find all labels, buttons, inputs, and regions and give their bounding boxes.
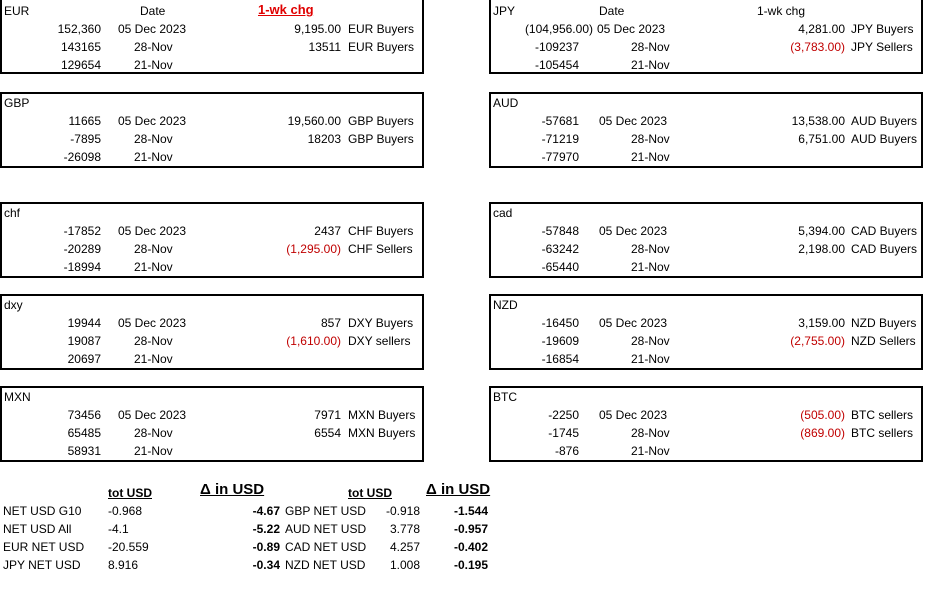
value-cell: (104,956.00)	[524, 22, 593, 36]
value-cell: 65485	[67, 426, 101, 440]
side-label: NZD Sellers	[851, 334, 916, 348]
dxy-panel	[0, 294, 424, 370]
eur-panel	[0, 0, 424, 74]
value-cell: -18994	[63, 260, 101, 274]
date-cell: 28-Nov	[134, 132, 173, 146]
date-cell: 28-Nov	[631, 40, 670, 54]
value-cell: -109237	[534, 40, 579, 54]
chg-cell: 2,198.00	[798, 242, 845, 256]
side-label: CAD Buyers	[851, 242, 918, 256]
side-label: AUD Buyers	[851, 132, 918, 146]
date-cell: 05 Dec 2023	[118, 316, 187, 330]
date-cell: 28-Nov	[631, 242, 670, 256]
panel-title: NZD	[493, 298, 518, 312]
chg-cell: (869.00)	[800, 426, 845, 440]
chg-cell: (1,295.00)	[286, 242, 341, 256]
date-cell: 21-Nov	[134, 58, 173, 72]
side-label: NZD Buyers	[851, 316, 917, 330]
value-cell: -77970	[541, 150, 579, 164]
date-cell: 21-Nov	[631, 150, 670, 164]
panel-title: EUR	[4, 4, 30, 18]
date-cell: 28-Nov	[134, 242, 173, 256]
delta-usd-header: Δ in USD	[200, 481, 265, 498]
summary-delta-2: -0.402	[453, 540, 488, 554]
chg-cell: 4,281.00	[798, 22, 845, 36]
value-cell: -19609	[541, 334, 579, 348]
chf-panel	[0, 202, 424, 278]
chg-cell: 3,159.00	[798, 316, 845, 330]
chg-cell: 7971	[314, 408, 341, 422]
summary-label-2: CAD NET USD	[285, 540, 367, 554]
side-label: CHF Sellers	[348, 242, 413, 256]
side-label: DXY Buyers	[348, 316, 414, 330]
chg-cell: (2,755.00)	[790, 334, 845, 348]
summary-label-2: NZD NET USD	[285, 558, 366, 572]
summary-label-2: GBP NET USD	[285, 504, 366, 518]
summary-delta: -0.34	[252, 558, 280, 572]
value-cell: 152,360	[57, 22, 101, 36]
date-cell: 28-Nov	[631, 132, 670, 146]
panel-title: chf	[4, 206, 21, 220]
value-cell: -20289	[63, 242, 101, 256]
summary-delta: -5.22	[252, 522, 280, 536]
summary-label: NET USD G10	[3, 504, 82, 518]
tot-usd-header-2: tot USD	[348, 486, 392, 500]
summary-tot: 8.916	[108, 558, 139, 572]
side-label: MXN Buyers	[348, 408, 416, 422]
panel-title: dxy	[4, 298, 23, 312]
value-cell: 19087	[67, 334, 101, 348]
value-cell: -57848	[541, 224, 579, 238]
date-cell: 05 Dec 2023	[597, 22, 666, 36]
date-cell: 28-Nov	[134, 40, 173, 54]
date-cell: 28-Nov	[134, 426, 173, 440]
chg-cell: 9,195.00	[294, 22, 341, 36]
summary-table	[0, 480, 932, 593]
delta-usd-header-2: Δ in USD	[426, 481, 491, 498]
value-cell: -17852	[63, 224, 101, 238]
date-cell: 28-Nov	[631, 334, 670, 348]
value-cell: -7895	[70, 132, 101, 146]
summary-delta-2: -0.195	[453, 558, 488, 572]
summary-tot: -20.559	[108, 540, 149, 554]
mxn-panel	[0, 386, 424, 462]
tot-usd-header: tot USD	[108, 486, 152, 500]
value-cell: -16450	[541, 316, 579, 330]
side-label: CHF Buyers	[348, 224, 414, 238]
value-cell: -63242	[541, 242, 579, 256]
panel-title: AUD	[493, 96, 519, 110]
date-cell: 21-Nov	[631, 444, 670, 458]
panel-title: BTC	[493, 390, 517, 404]
summary-tot: -0.968	[108, 504, 143, 518]
summary-label: EUR NET USD	[3, 540, 85, 554]
aud-panel	[489, 92, 923, 168]
date-cell: 21-Nov	[631, 260, 670, 274]
side-label: AUD Buyers	[851, 114, 918, 128]
value-cell: -16854	[541, 352, 579, 366]
jpy-panel	[489, 0, 923, 74]
date-cell: 05 Dec 2023	[118, 408, 187, 422]
side-label: BTC sellers	[851, 426, 914, 440]
side-label: EUR Buyers	[348, 22, 415, 36]
date-cell: 05 Dec 2023	[118, 224, 187, 238]
summary-delta-2: -0.957	[453, 522, 488, 536]
date-cell: 05 Dec 2023	[599, 114, 668, 128]
chg-header: 1-wk chg	[757, 4, 806, 18]
value-cell: 19944	[67, 316, 101, 330]
date-cell: 28-Nov	[134, 334, 173, 348]
panel-title: cad	[493, 206, 513, 220]
chg-cell: (505.00)	[800, 408, 845, 422]
date-cell: 05 Dec 2023	[118, 114, 187, 128]
chg-cell: 2437	[314, 224, 341, 238]
chg-cell: 5,394.00	[798, 224, 845, 238]
summary-tot-2: 1.008	[389, 558, 420, 572]
gbp-panel	[0, 92, 424, 168]
summary-delta-2: -1.544	[453, 504, 488, 518]
value-cell: -2250	[548, 408, 579, 422]
date-cell: 21-Nov	[631, 352, 670, 366]
date-cell: 05 Dec 2023	[599, 408, 668, 422]
value-cell: -65440	[541, 260, 579, 274]
summary-label-2: AUD NET USD	[285, 522, 367, 536]
date-cell: 05 Dec 2023	[599, 316, 668, 330]
summary-delta: -4.67	[252, 504, 280, 518]
panel-title: MXN	[4, 390, 31, 404]
chg-cell: 13,538.00	[791, 114, 845, 128]
value-cell: -71219	[541, 132, 579, 146]
chg-cell: 13511	[308, 40, 341, 54]
value-cell: -1745	[548, 426, 579, 440]
chg-cell: (1,610.00)	[286, 334, 341, 348]
date-cell: 05 Dec 2023	[118, 22, 187, 36]
chg-cell: 18203	[307, 132, 341, 146]
summary-tot: -4.1	[108, 522, 129, 536]
summary-delta: -0.89	[252, 540, 280, 554]
chg-header: 1-wk chg	[258, 2, 314, 17]
chg-cell: 6554	[314, 426, 341, 440]
side-label: JPY Buyers	[851, 22, 914, 36]
side-label: EUR Buyers	[348, 40, 415, 54]
chg-cell: 6,751.00	[798, 132, 845, 146]
value-cell: -105454	[534, 58, 579, 72]
value-cell: 73456	[67, 408, 101, 422]
value-cell: -876	[554, 444, 579, 458]
side-label: MXN Buyers	[348, 426, 416, 440]
value-cell: 11665	[68, 114, 101, 128]
date-header: Date	[140, 4, 166, 18]
date-cell: 21-Nov	[631, 58, 670, 72]
date-cell: 21-Nov	[134, 150, 173, 164]
date-cell: 21-Nov	[134, 444, 173, 458]
summary-tot-2: 4.257	[389, 540, 420, 554]
summary-label: NET USD All	[3, 522, 72, 536]
side-label: GBP Buyers	[348, 132, 414, 146]
summary-tot-2: 3.778	[389, 522, 420, 536]
date-cell: 28-Nov	[631, 426, 670, 440]
value-cell: 58931	[67, 444, 101, 458]
panel-title: GBP	[4, 96, 30, 110]
summary-tot-2: -0.918	[385, 504, 420, 518]
chg-cell: 19,560.00	[287, 114, 341, 128]
side-label: JPY Sellers	[851, 40, 913, 54]
date-cell: 21-Nov	[134, 352, 173, 366]
side-label: CAD Buyers	[851, 224, 918, 238]
side-label: BTC sellers	[851, 408, 914, 422]
summary-label: JPY NET USD	[3, 558, 81, 572]
panel-title: JPY	[493, 4, 516, 18]
value-cell: -26098	[63, 150, 101, 164]
value-cell: 20697	[67, 352, 101, 366]
btc-panel	[489, 386, 923, 462]
chg-cell: (3,783.00)	[790, 40, 845, 54]
value-cell: 143165	[60, 40, 101, 54]
date-cell: 21-Nov	[134, 260, 173, 274]
side-label: DXY sellers	[348, 334, 411, 348]
side-label: GBP Buyers	[348, 114, 414, 128]
value-cell: -57681	[541, 114, 579, 128]
cad-panel	[489, 202, 923, 278]
date-header: Date	[599, 4, 625, 18]
date-cell: 05 Dec 2023	[599, 224, 668, 238]
value-cell: 129654	[60, 58, 101, 72]
nzd-panel	[489, 294, 923, 370]
chg-cell: 857	[320, 316, 341, 330]
